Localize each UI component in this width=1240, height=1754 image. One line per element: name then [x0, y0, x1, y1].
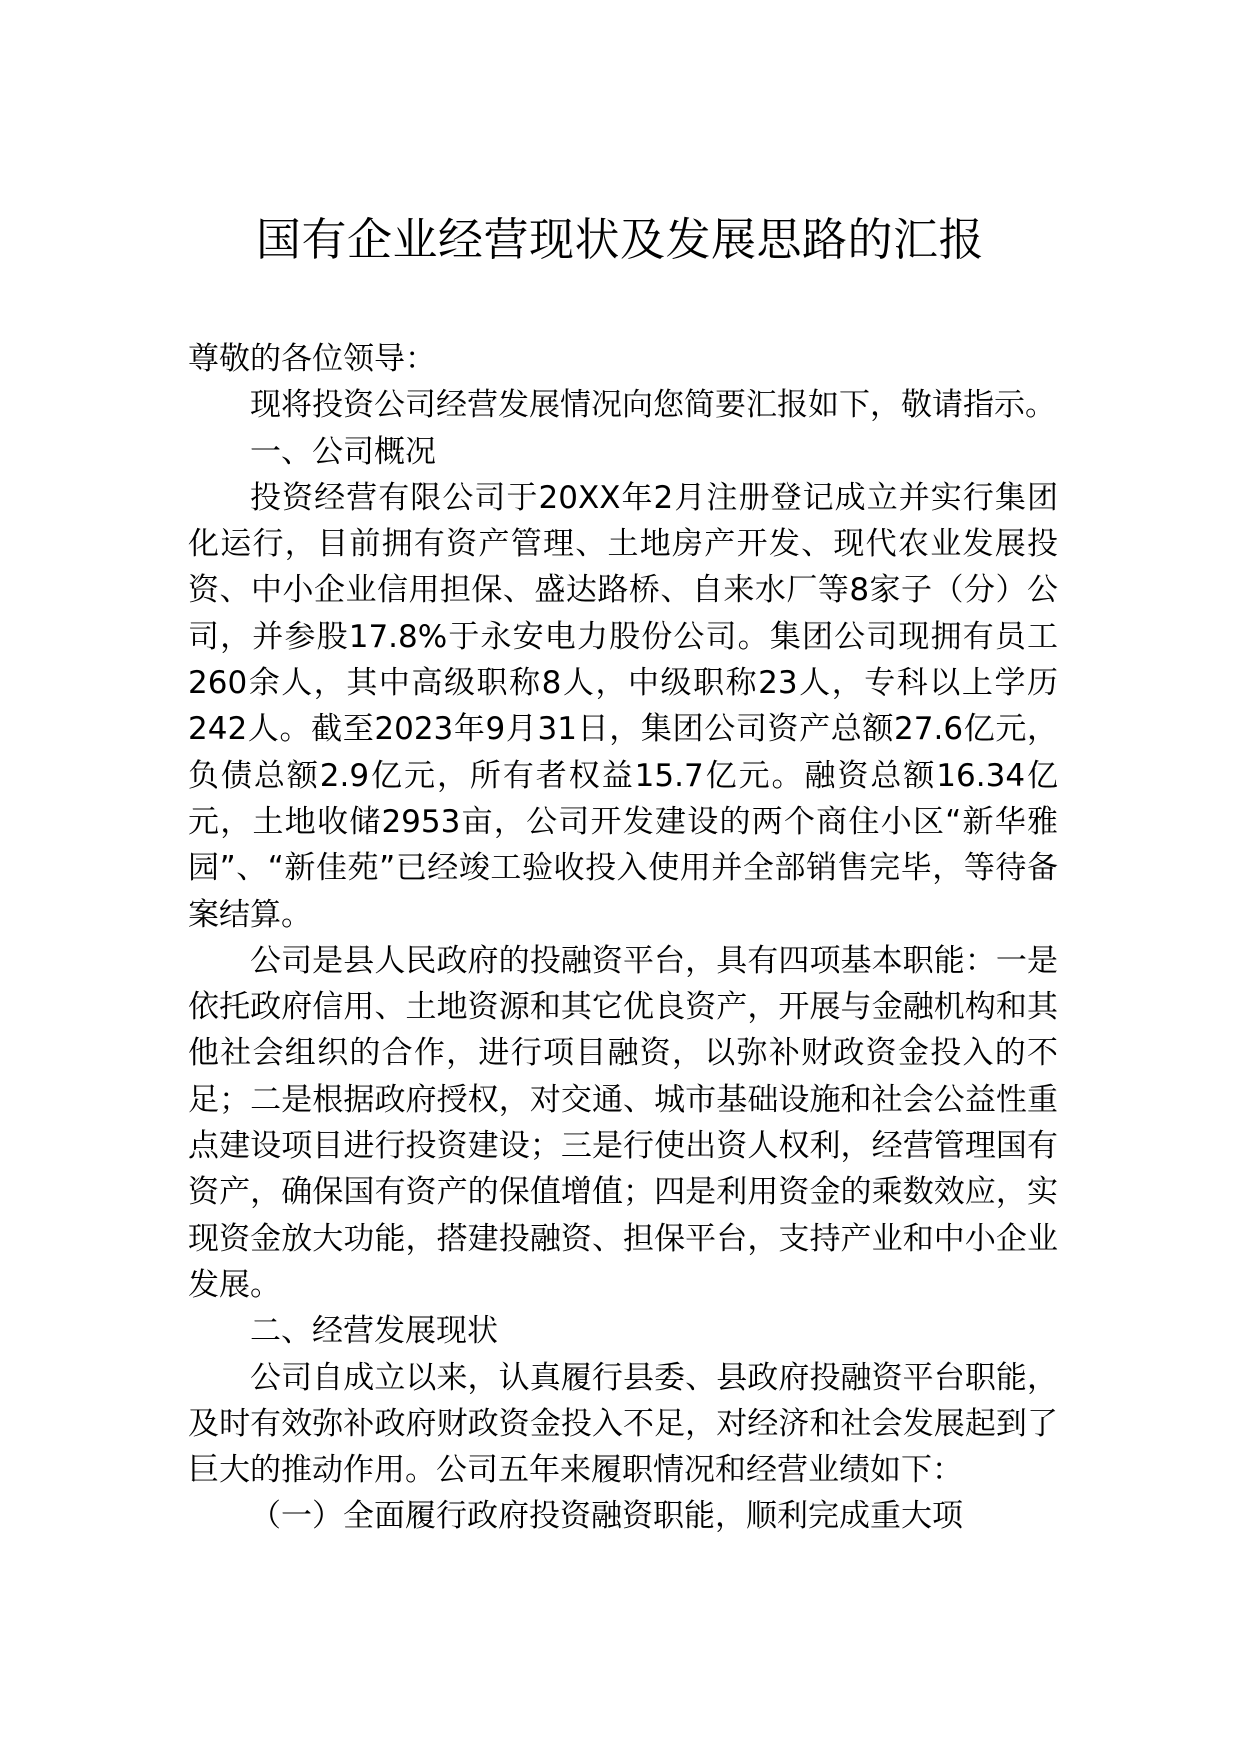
intro-paragraph: 现将投资公司经营发展情况向您简要汇报如下，敬请指示。	[250, 387, 1056, 424]
company-overview-paragraph: 投资经营有限公司于20XX年2月注册登记成立并实行集团化运行，目前拥有资产管理、土地房产开发、现代农业发展投资、中小企业信用担保、盛达路桥、自来水厂等8家子（分）公司，并参股17.8%于永安电力股份公司。集团公司现拥有员工260余人，其中高级职称8人，中级职称23人，专科以上学历242人。截至2023年9月31日，集团公司资产总额27.6亿元，负债总额2.9亿元，所有者权益15.7亿元。融资总额16.34亿元，土地收储2953亩，公司开发建设的两个商住小区“新华雅园”、“新佳苑”已经竣工验收投入使用并全部销售完毕，等待备案结算。	[188, 479, 1058, 933]
section-heading-operating-status: 二、经营发展现状	[250, 1313, 498, 1350]
salutation: 尊敬的各位领导：	[188, 341, 436, 377]
operating-status-paragraph: 公司自成立以来，认真履行县委、县政府投融资平台职能，及时有效弥补政府财政资金投入不足，对经济和社会发展起到了巨大的推动作用。公司五年来履职情况和经营业绩如下：	[188, 1359, 1058, 1489]
document-body	[188, 336, 1058, 1540]
section-heading-company-overview: 一、公司概况	[250, 433, 436, 470]
company-functions-paragraph: 公司是县人民政府的投融资平台，具有四项基本职能：一是依托政府信用、土地资源和其它优良资产，开展与金融机构和其他社会组织的合作，进行项目融资，以弥补财政资金投入的不足；二是根据政府授权，对交通、城市基础设施和社会公益性重点建设项目进行投资建设；三是行使出资人权利，经营管理国有资产，确保国有资产的保值增值；四是利用资金的乘数效应，实现资金放大功能，搭建投融资、担保平台，支持产业和中小企业发展。	[188, 942, 1058, 1303]
subsection-heading-1: （一）全面履行政府投资融资职能，顺利完成重大项	[250, 1498, 963, 1535]
document-title: 国有企业经营现状及发展思路的汇报	[255, 213, 984, 266]
